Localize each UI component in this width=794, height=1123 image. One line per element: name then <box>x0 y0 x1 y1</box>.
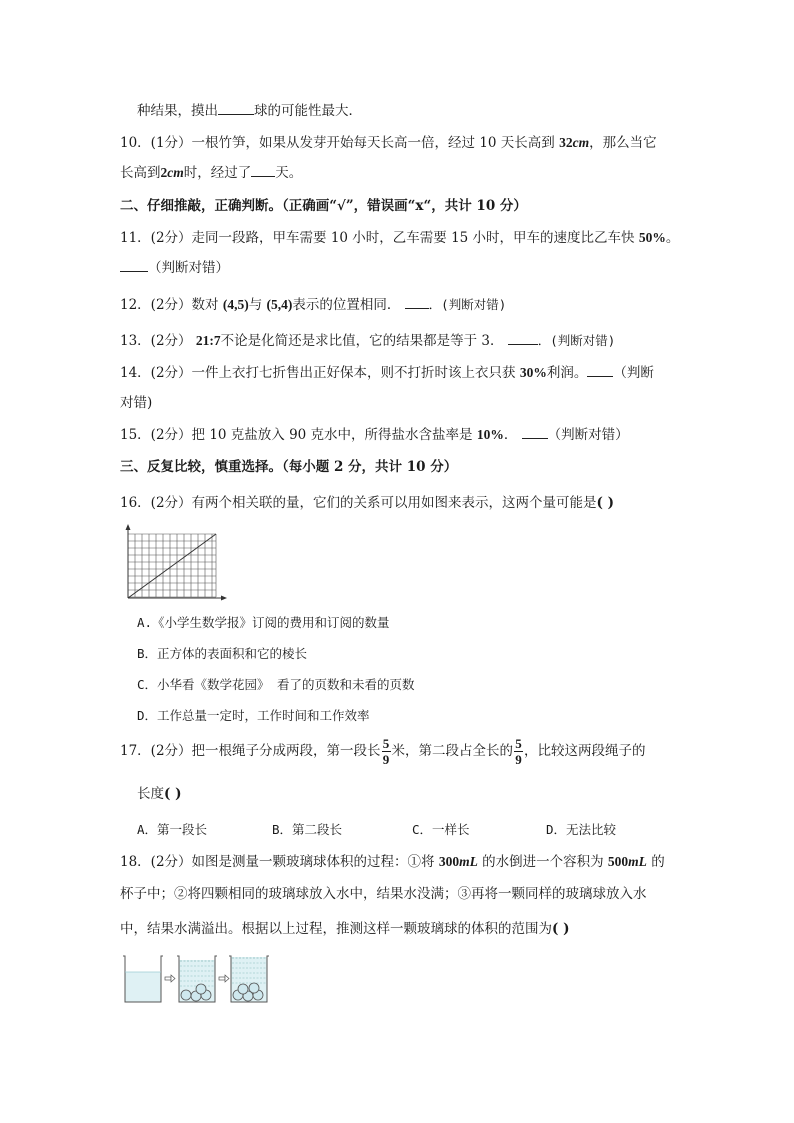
question-18-line-2 <box>120 885 647 903</box>
q14-judge-b: 对错) <box>120 395 153 411</box>
q16-x-arrow-icon <box>221 596 227 601</box>
q9-answer-blank[interactable] <box>218 102 254 115</box>
q16-option-d[interactable]: D．工作总量一定时，工作时间和工作效率 <box>137 708 370 723</box>
line-q9-continuation <box>137 102 362 120</box>
q16-option-c[interactable]: C．小华看《数学花园》 看了的页数和未看的页数 <box>137 677 415 692</box>
q17-option-a[interactable]: A．第一段长 <box>137 822 208 837</box>
glass-ball <box>181 990 191 1000</box>
q11-text: 11．(2分）走同一段路，甲车需要 10 小时，乙车需要 15 小时，甲车的速度比乙车快 <box>120 230 639 246</box>
q17-fraction-2 <box>514 737 523 766</box>
q18-unit-ml-2: mL <box>628 854 647 869</box>
q13-judge: ．(判断对错) <box>537 333 616 348</box>
q10-text: 10．(1分）一根竹笋，如果从发芽开始每天长高一倍，经过 10 天长高到 <box>120 135 560 151</box>
q10-value-2: 2 <box>160 165 168 180</box>
q17-option-c[interactable]: C．一样长 <box>412 822 470 837</box>
q15-text: 15．(2分）把 10 克盐放入 90 克水中，所得盐水含盐率是 <box>120 427 477 443</box>
q12-pair-2: (5,4) <box>266 297 293 312</box>
q12-text: 12．(2分）数对 <box>120 297 223 313</box>
question-11-line-1 <box>120 229 679 247</box>
beaker-3 <box>229 956 269 1002</box>
q18-beaker-diagram <box>122 952 282 1006</box>
q12-answer-blank[interactable] <box>405 296 429 309</box>
q18-text: 18．(2分）如图是测量一颗玻璃球体积的过程：①将 <box>120 854 439 870</box>
beaker-1-water <box>125 972 161 1002</box>
q16-graph <box>118 524 228 606</box>
q17-frac1-num: 5 <box>382 736 390 751</box>
q18-text-c: 的 <box>646 854 665 870</box>
q18-value-300: 300 <box>438 854 460 869</box>
q9-text-a: 种结果，摸出 <box>137 103 218 119</box>
question-16 <box>120 494 614 512</box>
q12-pair-1: (4,5) <box>222 297 249 312</box>
q15-judge: （判断对错） <box>547 427 629 443</box>
q10-text-b: ，那么当它 <box>589 135 657 151</box>
q10-value-32: 32 <box>559 135 573 150</box>
question-11-line-2 <box>120 259 229 277</box>
q18-answer-paren[interactable]: ( ) <box>552 921 570 937</box>
q10-text-e: 天。 <box>275 165 303 181</box>
q17-text-b: 米，第二段占全长的 <box>391 743 514 759</box>
q12-judge: ．(判断对错) <box>428 297 507 312</box>
q11-value: 50% <box>638 230 666 245</box>
question-10-line-1 <box>120 134 657 152</box>
q17-text-d: 长度 <box>137 786 164 802</box>
q13-text: 13．(2分） <box>120 333 196 349</box>
q14-judge-a: （判断 <box>613 365 654 381</box>
beaker-2 <box>177 956 217 1002</box>
q13-ratio: 21:7 <box>195 333 221 348</box>
q13-answer-blank[interactable] <box>508 332 538 345</box>
question-14-line-2 <box>120 394 152 412</box>
q11-text-b: 。 <box>665 230 680 246</box>
q16-proportional-line <box>128 534 216 598</box>
q14-text: 14．(2分）一件上衣打七折售出正好保本，则不打折时该上衣只获 <box>120 365 520 381</box>
q12-text-b: 与 <box>248 297 267 313</box>
q15-answer-blank[interactable] <box>522 426 548 439</box>
q17-option-d[interactable]: D．无法比较 <box>546 822 617 837</box>
glass-ball <box>249 983 259 993</box>
q18-unit-ml: mL <box>459 854 478 869</box>
q16-y-arrow-icon <box>126 524 131 530</box>
q10-text-c: 长高到 <box>120 165 161 181</box>
arrow-2-icon <box>219 975 229 982</box>
q17-option-b[interactable]: B．第二段长 <box>272 822 343 837</box>
q11-judge: （判断对错） <box>148 260 229 276</box>
q9-text-b: 球的可能性最大． <box>254 103 362 119</box>
glass-ball <box>238 984 248 994</box>
question-18-line-3 <box>120 920 569 938</box>
glass-ball <box>196 984 206 994</box>
q10-unit-cm: cm <box>572 135 590 150</box>
q14-value: 30% <box>519 365 547 380</box>
question-17-line-2 <box>137 785 181 803</box>
q10-unit-cm-2: cm <box>167 165 184 180</box>
q15-value: 10% <box>476 427 504 442</box>
q18-text-d: 杯子中；②将四颗相同的玻璃球放入水中，结果水没满；③再将一颗同样的玻璃球放入水 <box>120 886 647 902</box>
question-18-line-1 <box>120 853 665 871</box>
q13-text-b: 不论是化简还是求比值，它的结果都是等于 3． <box>220 333 504 349</box>
q17-answer-paren[interactable]: ( ) <box>164 786 182 802</box>
question-14-line-1 <box>120 364 654 382</box>
question-10-line-2 <box>120 164 302 182</box>
question-15 <box>120 426 629 444</box>
question-12 <box>120 296 506 314</box>
q18-text-e: 中，结果水满溢出。根据以上过程，推测这样一颗玻璃球的体积的范围为 <box>120 921 552 937</box>
q16-option-b[interactable]: B．正方体的表面积和它的棱长 <box>137 646 308 661</box>
q16-answer-paren[interactable]: ( ) <box>596 495 615 511</box>
q17-frac1-den: 9 <box>382 752 390 767</box>
q11-answer-blank[interactable] <box>120 259 148 272</box>
q17-text-c: ，比较这两段绳子的 <box>524 743 646 759</box>
q17-frac2-num: 5 <box>515 736 522 751</box>
q17-text: 17．(2分）把一根绳子分成两段，第一段长 <box>120 743 381 759</box>
arrow-1-icon <box>165 975 175 982</box>
q15-text-b: ． <box>503 427 518 443</box>
q10-text-d: 时，经过了 <box>183 165 252 181</box>
q18-value-500: 500 <box>607 854 629 869</box>
q16-option-a[interactable]: A.《小学生数学报》订阅的费用和订阅的数量 <box>137 615 390 630</box>
section-3-heading: 三、反复比较，慎重选择。（每小题 2 分，共计 10 分） <box>120 459 458 475</box>
q10-answer-blank[interactable] <box>251 164 275 177</box>
beaker-1 <box>123 956 163 1002</box>
q14-answer-blank[interactable] <box>587 364 613 377</box>
q18-text-b: 的水倒进一个容积为 <box>477 854 608 870</box>
q17-frac2-den: 9 <box>515 752 522 767</box>
question-13 <box>120 332 615 350</box>
q16-text: 16．(2分）有两个相关联的量，它们的关系可以用如图来表示，这两个量可能是 <box>120 495 597 511</box>
q12-text-c: 表示的位置相同． <box>292 297 401 313</box>
question-17-line-1 <box>120 737 646 766</box>
q17-fraction-1 <box>382 737 391 766</box>
q14-text-b: 利润。 <box>546 365 588 381</box>
section-2-heading: 二、仔细推敲，正确判断。（正确画“√”，错误画“x“，共计 10 分） <box>120 198 527 214</box>
